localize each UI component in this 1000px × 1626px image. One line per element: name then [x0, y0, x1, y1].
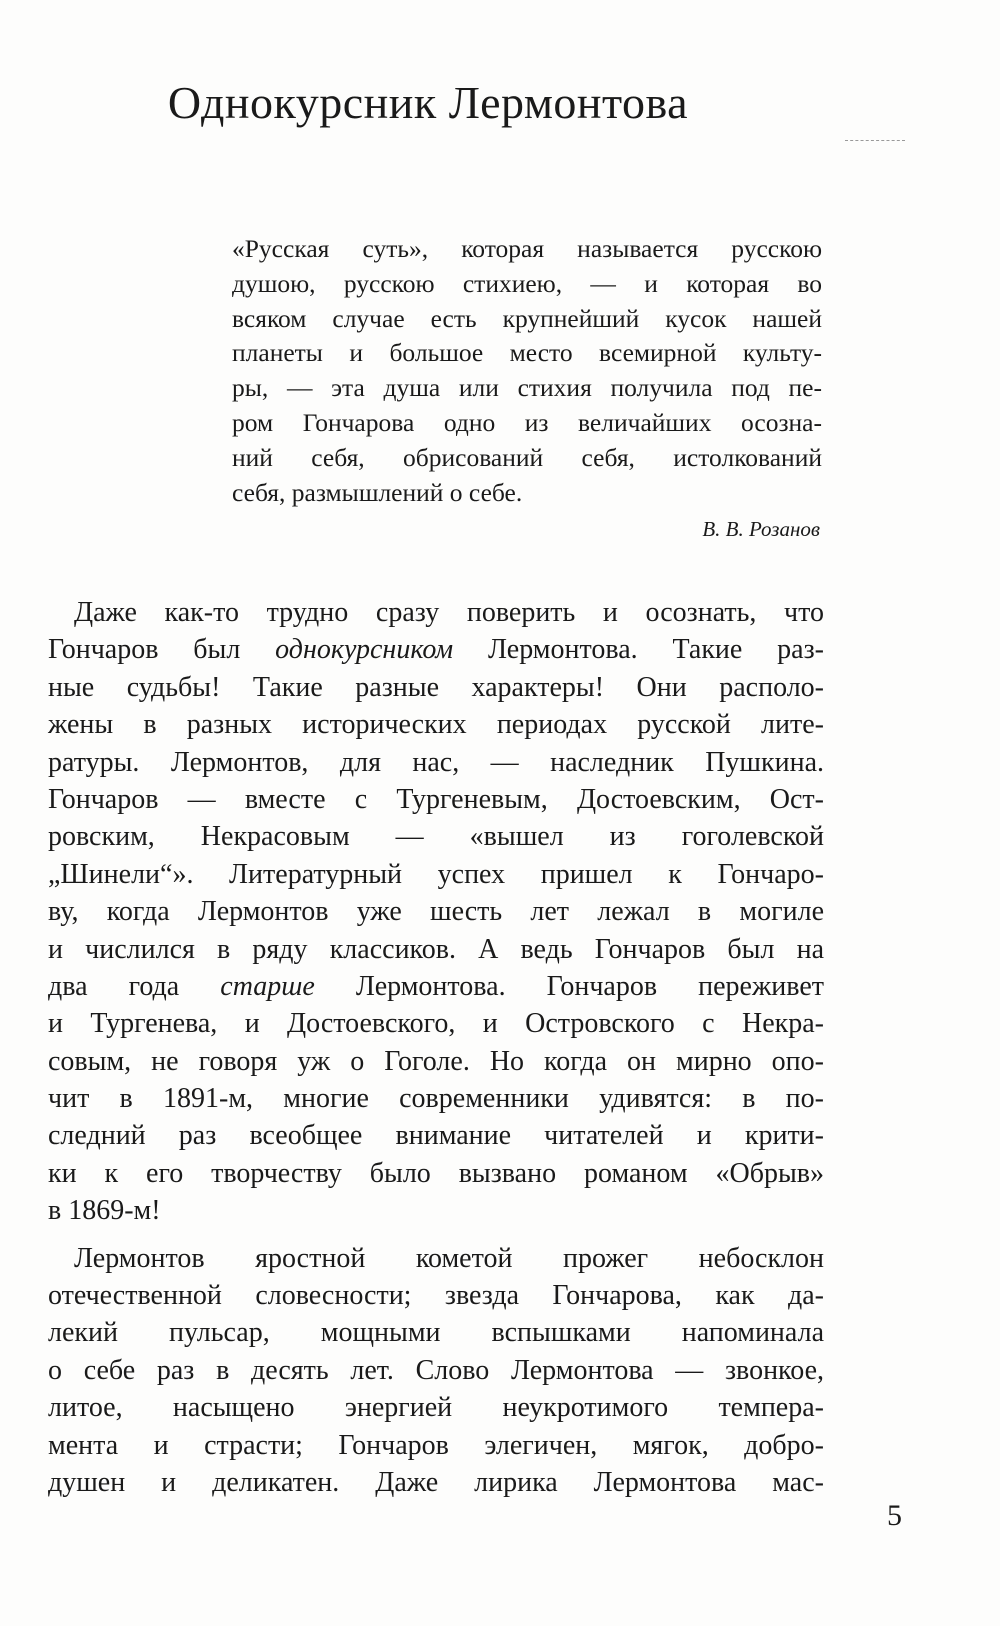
text-line: литое, насыщено энергией неукротимого темпера- [48, 1392, 824, 1424]
text-line: отечественной словесности; звезда Гончарова, как да- [48, 1280, 824, 1312]
epigraph-line: всяком случае есть крупнейший кусок нашей [232, 303, 822, 333]
chapter-title: Однокурсник Лермонтова [167, 77, 689, 128]
italic-run: однокурсником [275, 634, 454, 666]
text-line: мента и страсти; Гончаров элегичен, мягок, добро- [48, 1429, 824, 1461]
scan-artifact-mark [845, 140, 905, 142]
text-line: жены в разных исторических периодах русской лите- [48, 709, 824, 741]
text-line: совым, не говоря уж о Гоголе. Но когда он мирно опо- [48, 1045, 824, 1077]
text-line: ные судьбы! Такие разные характеры! Они располо- [48, 671, 824, 703]
epigraph [232, 232, 822, 544]
text-run: Лермонтова. Такие раз- [453, 634, 824, 666]
text-line: и числился в ряду классиков. А ведь Гончаров был на [48, 933, 824, 965]
text-line: душен и деликатен. Даже лирика Лермонтова мас- [48, 1466, 824, 1498]
body-text [48, 594, 824, 1501]
italic-run: старше [220, 970, 315, 1002]
text-line: ки к его творчеству было вызвано романом «Обрыв» [48, 1157, 824, 1189]
text-line [48, 968, 824, 1005]
text-line: чит в 1891-м, многие современники удивятся: в по- [48, 1083, 824, 1115]
text-line: ву, когда Лермонтов уже шесть лет лежал в могиле [48, 896, 824, 928]
text-line: лекий пульсар, мощными вспышками напоминала [48, 1317, 824, 1349]
text-line: Даже как-то трудно сразу поверить и осознать, что [74, 597, 824, 628]
text-line: „Шинели“». Литературный успех пришел к Гончаро- [48, 858, 824, 890]
epigraph-line: душою, русскою стихиею, — и которая во [232, 268, 822, 298]
epigraph-line: ром Гончарова одно из величайших осозна- [232, 407, 822, 437]
text-line: Гончаров — вместе с Тургеневым, Достоевским, Ост- [48, 783, 824, 815]
epigraph-author: В. В. Розанов [702, 517, 820, 542]
epigraph-line: ры, — эта душа или стихия получила под пе- [232, 373, 822, 403]
text-line: Лермонтов яростной кометой прожег небосклон [74, 1242, 824, 1274]
epigraph-line: себя, размышлений о себе. [232, 477, 523, 507]
text-line: о себе раз в десять лет. Слово Лермонтова — звонкое, [48, 1354, 824, 1386]
text-line: и Тургенева, и Достоевского, и Островского с Некра- [48, 1008, 824, 1040]
text-line: ровским, Некрасовым — «вышел из гоголевской [48, 821, 824, 853]
text-line: в 1869-м! [48, 1195, 161, 1227]
epigraph-line: планеты и большое место всемирной культу- [232, 338, 822, 368]
epigraph-line: «Русская суть», которая называется русскою [232, 234, 822, 263]
text-run: Гончаров был [48, 634, 276, 666]
page-number: 5 [887, 1499, 902, 1532]
text-run: Лермонтова. Гончаров переживет [314, 970, 825, 1002]
text-line [48, 631, 824, 668]
text-line: следний раз всеобщее внимание читателей и крити- [48, 1120, 824, 1152]
text-run: два года [48, 970, 221, 1002]
epigraph-line: ний себя, обрисований себя, истолкований [232, 442, 822, 472]
text-line: ратуры. Лермонтов, для нас, — наследник Пушкина. [48, 746, 824, 778]
